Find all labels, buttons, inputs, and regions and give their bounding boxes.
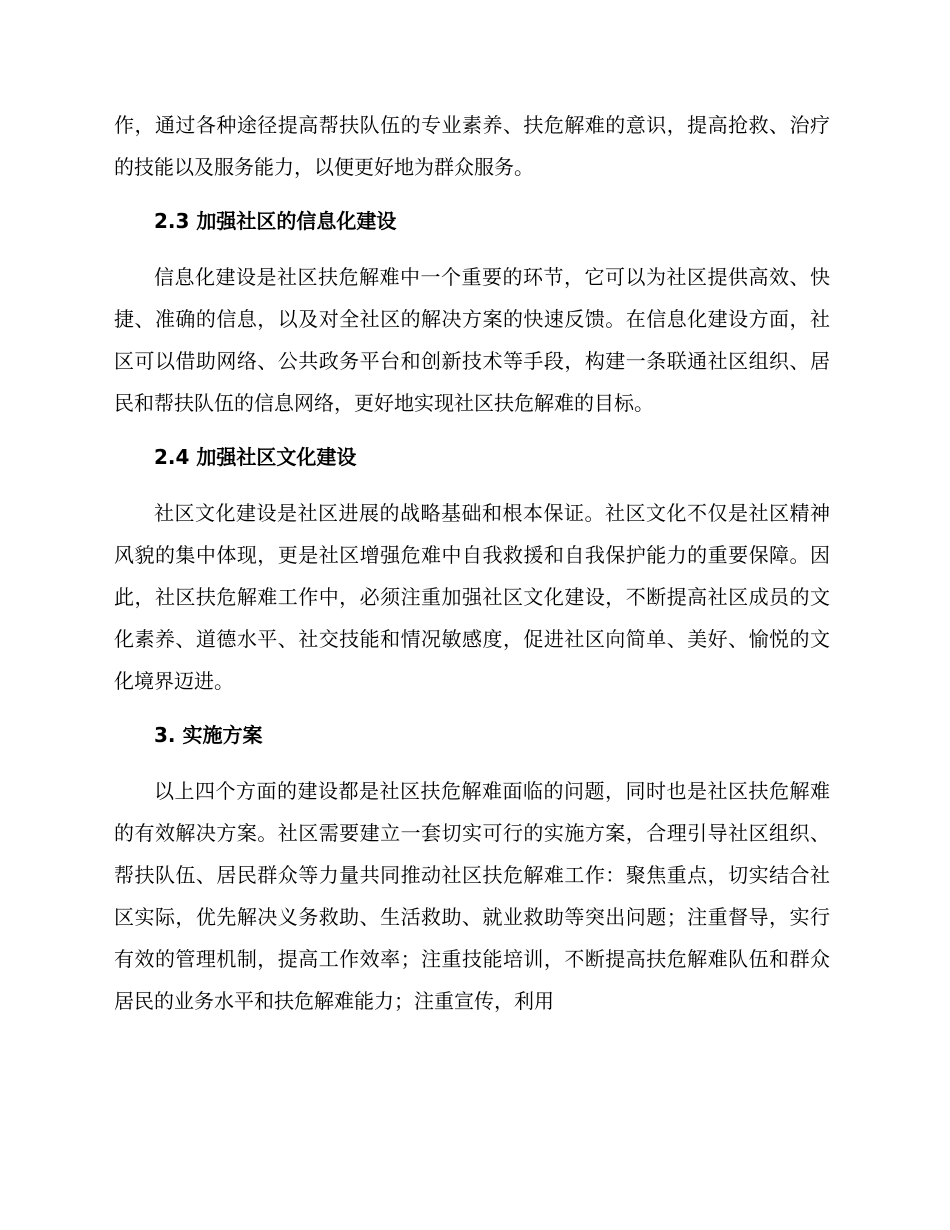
spacer [114,702,830,714]
section-paragraph-2-3: 信息化建设是社区扶危解难中一个重要的环节，它可以为社区提供高效、快捷、准确的信息，以及对全社区的解决方案的快速反馈。在信息化建设方面，社区可以借助网络、公共政务平台和创新技术等手段，构建一条联通社区组织、居民和帮扶队伍的信息网络，更好地实现社区扶危解难的目标。 [114,265,830,415]
intro-paragraph: 作，通过各种途径提高帮扶队伍的专业素养、扶危解难的意识，提高抢救、治疗的技能以及服务能力，以便更好地为群众服务。 [114,113,830,179]
document-body [114,104,830,1022]
section-heading-2-3: 2.3 加强社区的信息化建设 [154,209,397,233]
spacer [114,756,830,770]
section-paragraph-2-4: 社区文化建设是社区进展的战略基础和根本保证。社区文化不仅是社区精神风貌的集中体现，更是社区增强危难中自我救援和自我保护能力的重要保障。因此，社区扶危解难工作中，必须注重加强社区文化建设，不断提高社区成员的文化素养、道德水平、社交技能和情况敏感度，促进社区向简单、美好、愉悦的文化境界迈进。 [114,501,830,693]
section-paragraph-3: 以上四个方面的建设都是社区扶危解难面临的问题，同时也是社区扶危解难的有效解决方案。社区需要建立一套切实可行的实施方案，合理引导社区组织、帮扶队伍、居民群众等力量共同推动社区扶危解难工作：聚焦重点，切实结合社区实际，优先解决义务救助、生活救助、就业救助等突出问题；注重督导，实行有效的管理机制，提高工作效率；注重技能培训，不断提高扶危解难队伍和群众居民的业务水平和扶危解难能力；注重宣传，利用 [114,779,830,1013]
spacer [114,424,830,436]
spacer [114,242,830,256]
section-heading-3: 3. 实施方案 [154,723,263,747]
spacer [114,188,830,200]
section-heading-2-4: 2.4 加强社区文化建设 [154,445,357,469]
spacer [114,478,830,492]
